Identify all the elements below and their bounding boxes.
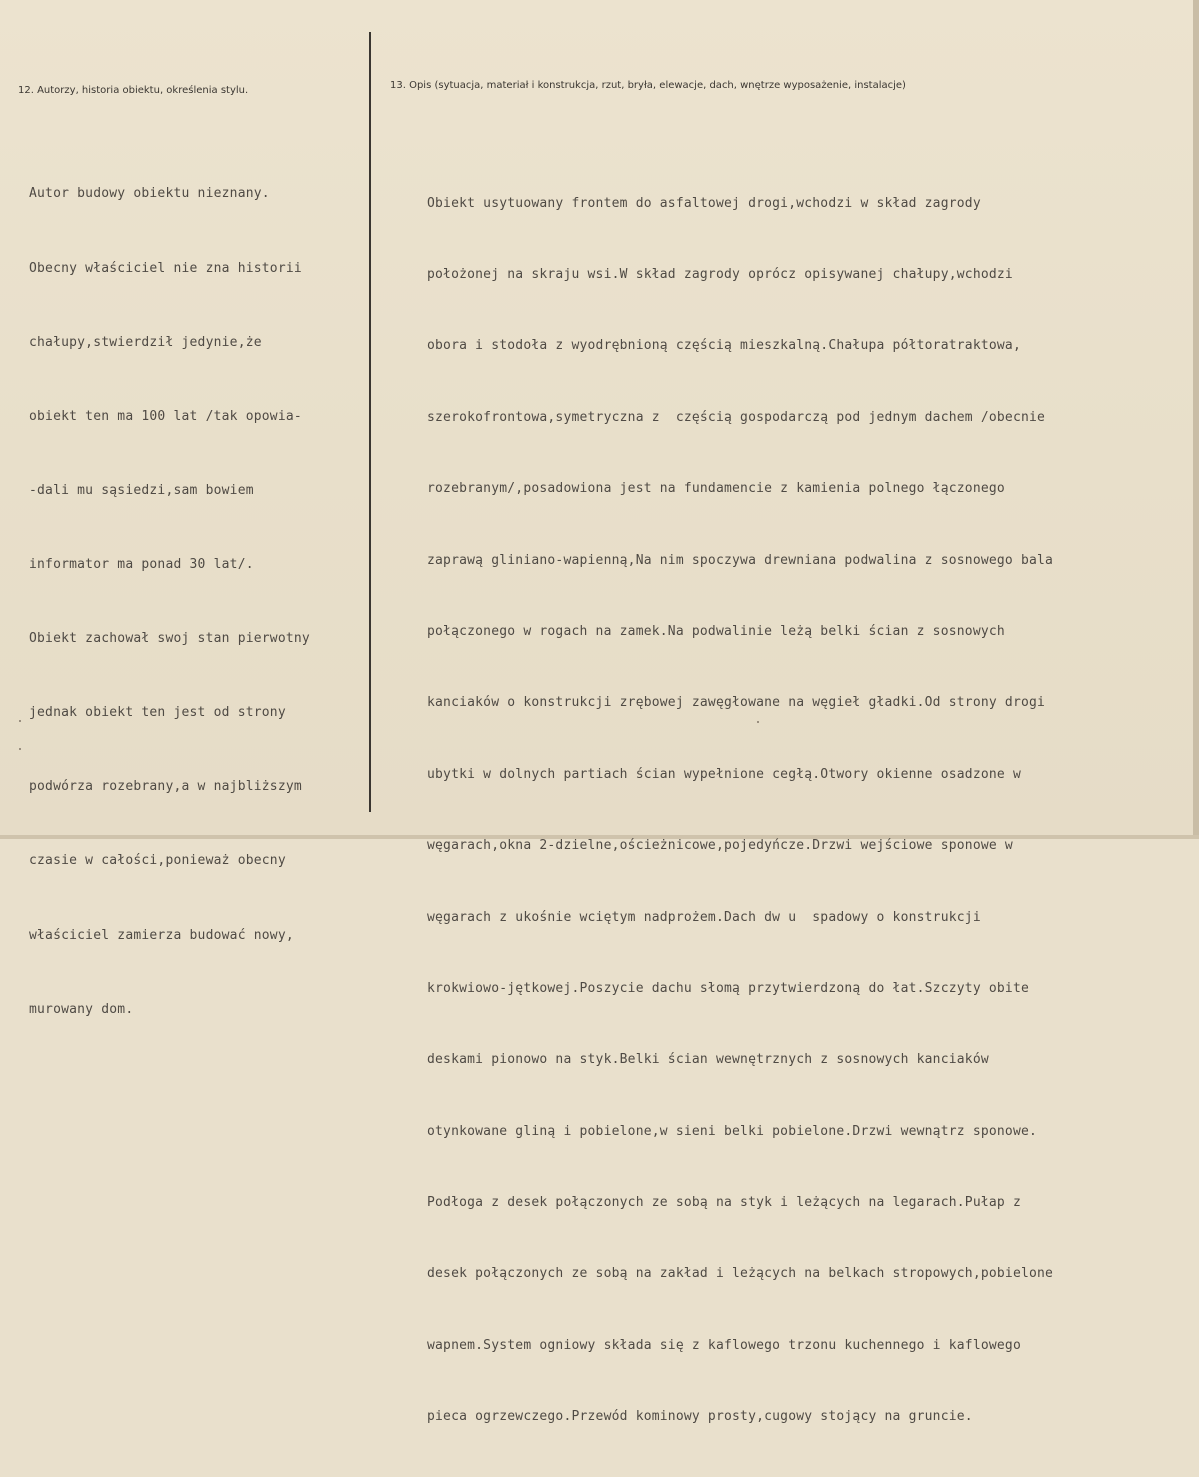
text-line: Obiekt zachował swoj stan pierwotny [29,631,310,647]
text-line: połączonego w rogach na zamek.Na podwalinie leżą belki ścian z sosnowych [427,623,1005,639]
text-line: otynkowane gliną i pobielone,w sieni belki pobielone.Drzwi wewnątrz sponowe. [427,1123,1038,1139]
text-line: Podłoga z desek połączonych ze sobą na styk i leżących na legarach.Pułap z [427,1195,1021,1211]
text-line: Autor budowy obiektu nieznany. [29,186,270,202]
text-line: obiekt ten ma 100 lat /tak opowia- [29,408,302,424]
column-divider [369,32,371,812]
text-line: chałupy,stwierdził jedynie,że [29,334,262,350]
text-line: rozebranym/,posadowiona jest na fundamencie z kamienia polnego łączonego [427,481,1005,497]
card-edge-right [1193,0,1199,839]
text-line: wapnem.System ogniowy składa się z kaflowego trzonu kuchennego i kaflowego [427,1337,1021,1353]
text-line: Obecny właściciel nie zna historii [29,260,302,276]
text-line: pieca ogrzewczego.Przewód kominowy prosty,cugowy stojący na gruncie. [427,1409,973,1425]
text-line: deskami pionowo na styk.Belki ścian wewnętrznych z sosnowych kanciaków [427,1052,989,1068]
section-12-heading: 12. Autorzy, historia obiektu, określenia stylu. [18,85,249,96]
text-line: właściciel zamierza budować nowy, [29,927,294,943]
text-line: położonej na skraju wsi.W skład zagrody oprócz opisywanej chałupy,wchodzi [427,266,1013,282]
section-13-heading: 13. Opis (sytuacja, materiał i konstrukcja, rzut, bryła, elewacje, dach, wnętrze wyposażenie, instalacje) [390,80,906,91]
text-line: krokwiowo-jętkowej.Poszycie dachu słomą przytwierdzoną do łat.Szczyty obite [427,980,1029,996]
text-line: szerokofrontowa,symetryczna z częścią gospodarczą pod jednym dachem /obecnie [427,409,1046,425]
text-line: zaprawą gliniano-wapienną,Na nim spoczywa drewniana podwalina z sosnowego bala [427,552,1054,568]
text-line: obora i stodoła z wyodrębnioną częścią mieszkalną.Chałupa półtoratraktowa, [427,338,1021,354]
text-line: -dali mu sąsiedzi,sam bowiem [29,482,254,498]
paper-speck [757,721,759,723]
text-line: czasie w całości,ponieważ obecny [29,853,286,869]
section-12-text [29,133,310,1072]
text-line: murowany dom. [29,1001,134,1017]
text-line: Obiekt usytuowany frontem do asfaltowej drogi,wchodzi w skład zagrody [427,195,981,211]
text-line: desek połączonych ze sobą na zakład i leżących na belkach stropowych,pobielone [427,1266,1054,1282]
text-line: kanciaków o konstrukcji zrębowej zawęgłowane na węgieł gładki.Od strony drogi [427,695,1046,711]
text-line: węgarach,okna 2-dzielne,ościeżnicowe,pojedyńcze.Drzwi wejściowe sponowe w [427,838,1013,854]
section-13-text [427,144,1053,1477]
text-line: podwórza rozebrany,a w najbliższym [29,779,302,795]
text-line: jednak obiekt ten jest od strony [29,705,286,721]
text-line: ubytki w dolnych partiach ścian wypełnione cegłą.Otwory okienne osadzone w [427,766,1021,782]
paper-speck [19,748,21,750]
text-line: informator ma ponad 30 lat/. [29,556,254,572]
text-line: węgarach z ukośnie wciętym nadprożem.Dach dw u spadowy o konstrukcji [427,909,981,925]
paper-speck [19,720,21,722]
